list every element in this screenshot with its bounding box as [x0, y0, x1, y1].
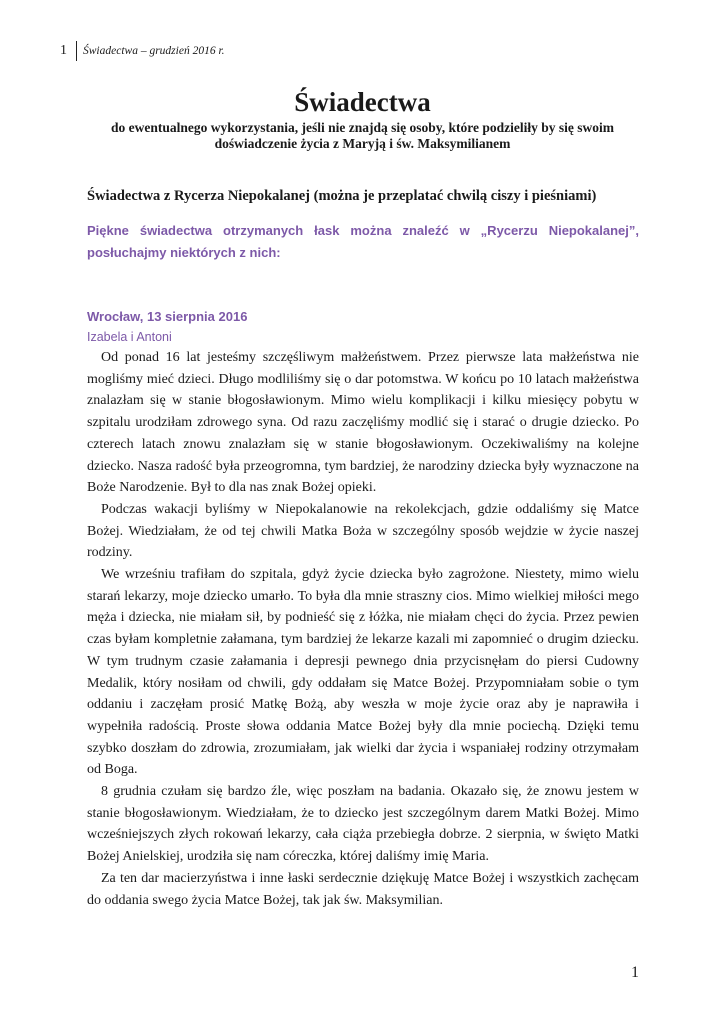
- header-divider: [76, 41, 77, 61]
- body-paragraph: Podczas wakacji byliśmy w Niepokalanowie na rekolekcjach, gdzie oddaliśmy się Matce Bożej. Wiedziałam, że od tej chwili Matka Boża w szczególny sposób wejdzie w życie naszej rodziny.: [87, 501, 639, 561]
- section-heading: Świadectwa z Rycerza Niepokalanej (można je przeplatać chwilą ciszy i pieśniami): [87, 188, 597, 204]
- body-paragraph: Od ponad 16 lat jesteśmy szczęśliwym małżeństwem. Przez pierwsze lata małżeństwa nie mogliśmy mieć dzieci. Długo modliliśmy się o dar potomstwa. W końcu po 10 latach małżeństwa znalazłam się w stanie błogosławionym. Mimo wielu komplikacji i kilku miesięcy pobytu w szpitalu urodziłam zdrowego syna. Od razu zaczęliśmy modlić się i starać o drugie dziecko. Po czterech latach znowu znalazłam się w stanie błogosławionym. Oczekiwaliśmy na kolejne dziecko. Nasza radość była przeogromna, tym bardziej, że narodziny dziecka były wyznaczone na Boże Narodzenie. Był to dla nas znak Bożej opieki.: [87, 350, 639, 496]
- document-title: Świadectwa: [294, 87, 431, 117]
- body-paragraph: We wrześniu trafiłam do szpitala, gdyż życie dziecka było zagrożone. Niestety, mimo wielu starań lekarzy, moje dziecko umarło. To była dla mnie straszny cios. Mimo wielkiej miłości mego męża i dziecka, nie miałam sił, by podnieść się z łóżka, nie miałam chęci do życia. Przez pewien czas byłam kompletnie załamana, tym bardziej że lekarze kazali mi zapomnieć o drugim dziecku. W tym trudnym czasie załamania i depresji pewnego dnia przycisnęłam do piersi Cudowny Medalik, który nosiłam od chwili, gdy oddałam się Matce Bożej. Przypomniałam sobie o tym oddaniu i zaczęłam prosić Matkę Bożą, aby weszła w moje życie oraz aby je naprawiła i wypełniła radością. Proste słowa oddania Matce Bożej były dla mnie pociechą. Dzięki temu szybko doszłam do zdrowia, zrozumiałam, jak wielki dar życia i wspaniałej rodziny otrzymałam od Boga.: [87, 567, 639, 778]
- testimony-authors: Izabela i Antoni: [87, 330, 172, 344]
- intro-paragraph: Piękne świadectwa otrzymanych łask można znaleźć w „Rycerzu Niepokalanej”, posłuchajmy niektórych z nich:: [87, 223, 639, 260]
- document-subtitle: do ewentualnego wykorzystania, jeśli nie znajdą się osoby, które podzieliły by się swoim doświadczenie życia z Maryją i św. Maksymilianem: [110, 120, 614, 151]
- running-header: [60, 41, 225, 61]
- body-paragraph: Za ten dar macierzyństwa i inne łaski serdecznie dziękuję Matce Bożej i wszystkich zachęcam do oddania swego życia Matce Bożej, tak jak św. Maksymilian.: [87, 870, 639, 908]
- footer-page-number: 1: [631, 964, 639, 981]
- testimony-dateline: Wrocław, 13 sierpnia 2016: [87, 309, 248, 324]
- header-page-number: 1: [60, 43, 67, 58]
- testimony-body: [87, 347, 639, 911]
- header-running-title: Świadectwa – grudzień 2016 r.: [83, 45, 225, 57]
- body-paragraph: 8 grudnia czułam się bardzo źle, więc poszłam na badania. Okazało się, że znowu jestem w stanie błogosławionym. Wiedziałam, że to dziecko jest szczególnym darem Matki Bożej. Mimo wcześniejszych złych rokowań lekarzy, cała ciąża przebiegła dobrze. 2 sierpnia, w święto Matki Bożej Anielskiej, urodziła się nam córeczka, której daliśmy imię Maria.: [87, 784, 639, 865]
